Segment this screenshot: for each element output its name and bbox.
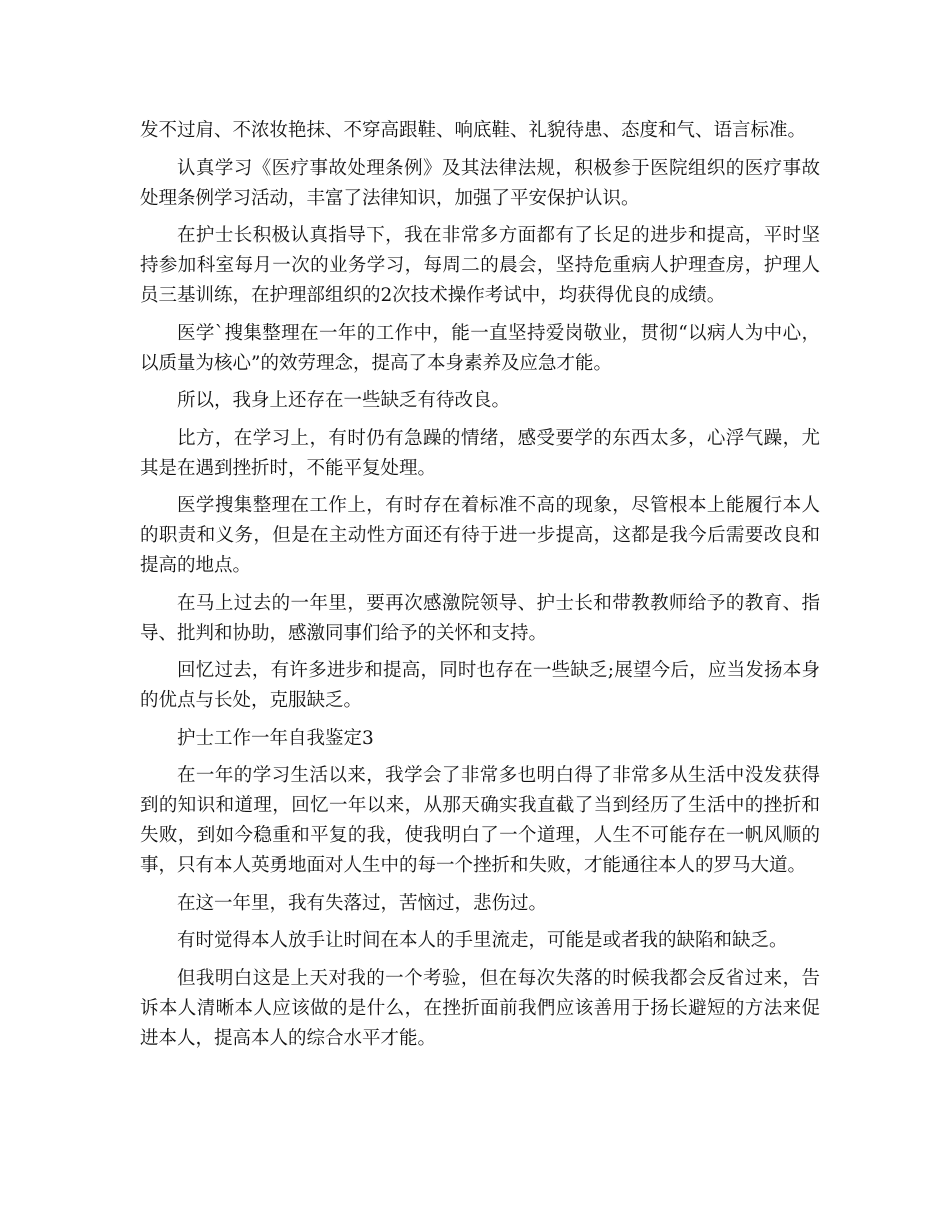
paragraph-9: 回忆过去，有许多进步和提高，同时也存在一些缺乏;展望今后，应当发扬本身的优点与长处，克服缺乏。	[140, 660, 820, 711]
paragraph-3: 在护士长积极认真指导下，我在非常多方面都有了长足的进步和提高，平时坚持参加科室每月一次的业务学习，每周二的晨会，坚持危重病人护理查房，护理人员三基训练，在护理部组织的2次技术操作考试中，均获得优良的成绩。	[140, 225, 820, 306]
paragraph-8: 在马上过去的一年里，要再次感激院领导、护士长和带教教师给予的教育、指导、批判和协助，感激同事们给予的关怀和支持。	[140, 592, 820, 644]
paragraph-11: 在一年的学习生活以来，我学会了非常多也明白得了非常多从生活中没发获得到的知识和道理，回忆一年以来，从那天确实我直截了当到经历了生活中的挫折和失败，到如今稳重和平复的我，使我明白了一个道理，人生不可能存在一帆风顺的事，只有本人英勇地面对人生中的每一个挫折和失败，才能通往本人的罗马大道。	[140, 765, 820, 876]
paragraph-12: 在这一年里，我有失落过，苦恼过，悲伤过。	[177, 892, 548, 914]
paragraph-5: 所以，我身上还存在一些缺乏有待改良。	[177, 390, 511, 411]
paragraph-6: 比方，在学习上，有时仍有急躁的情绪，感受要学的东西太多，心浮气躁，尤其是在遇到挫折时，不能平复处理。	[140, 427, 820, 479]
paragraph-4: 医学`搜集整理在一年的工作中，能一直坚持爱岗敬业，贯彻“以病人为中心，以质量为核心”的效劳理念，提高了本身素养及应急才能。	[140, 322, 820, 374]
paragraph-2: 认真学习《医疗事故处理条例》及其法律法规，积极参于医院组织的医疗事故处理条例学习活动，丰富了法律知识，加强了平安保护认识。	[140, 157, 820, 209]
section-heading: 护士工作一年自我鉴定3	[177, 727, 374, 749]
paragraph-1: 发不过肩、不浓妆艳抹、不穿高跟鞋、响底鞋、礼貌待患、态度和气、语言标准。	[140, 120, 807, 141]
document-body	[140, 116, 820, 1061]
paragraph-7: 医学搜集整理在工作上，有时存在着标准不高的现象，尽管根本上能履行本人的职责和义务，但是在主动性方面还有待于进一步提高，这都是我今后需要改良和提高的地点。	[140, 495, 820, 576]
paragraph-14: 但我明白这是上天对我的一个考验，但在每次失落的时候我都会反省过来，告诉本人清晰本人应该做的是什么，在挫折面前我們应该善用于扬长避短的方法来促进本人，提高本人的综合水平才能。	[140, 967, 820, 1049]
paragraph-13: 有时觉得本人放手让时间在本人的手里流走，可能是或者我的缺陷和缺乏。	[177, 930, 788, 951]
